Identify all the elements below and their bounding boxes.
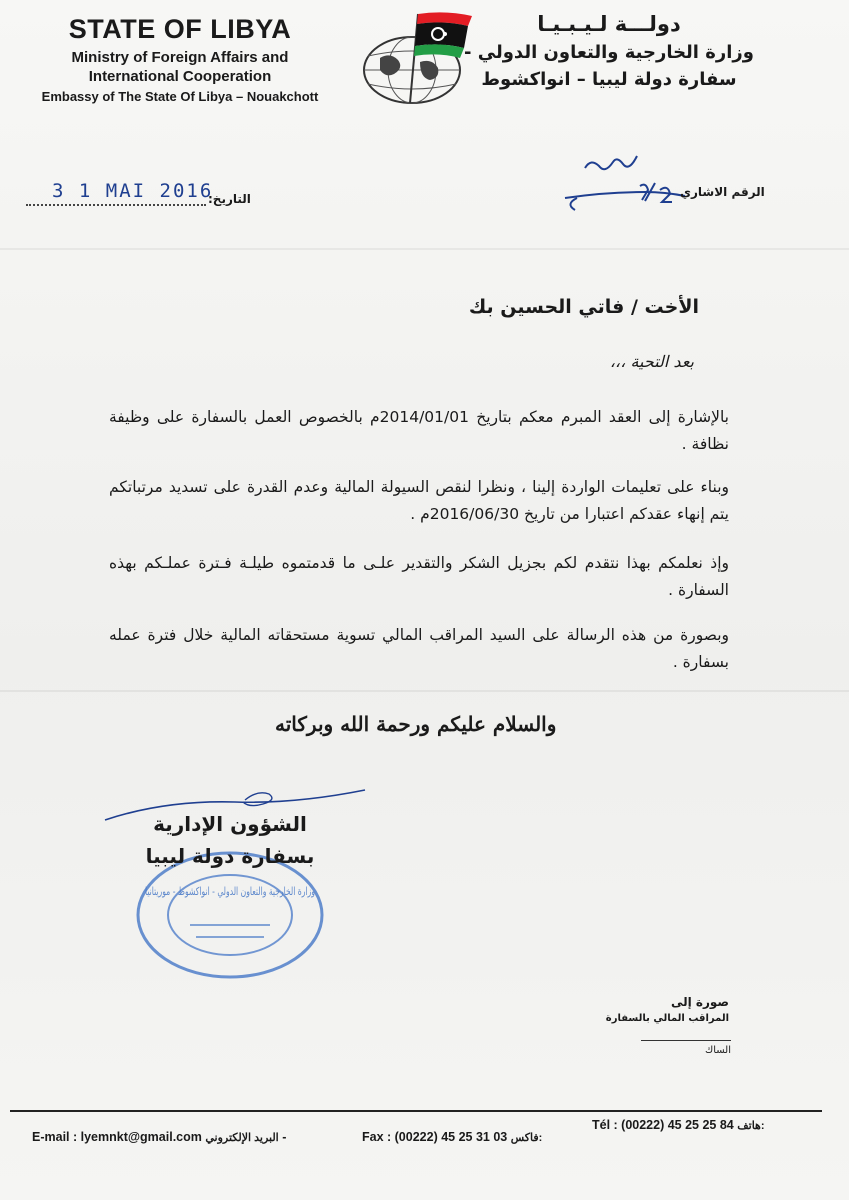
ministry-name-arabic: وزارة الخارجية والتعاون الدولي - <box>464 42 754 63</box>
state-title-arabic: دولـــة لـيـبـيـا <box>537 12 681 36</box>
header-english <box>20 14 340 104</box>
cc-title: صورة إلى <box>670 995 729 1009</box>
salutation: الأخت / فاتي الحسين بك <box>468 296 699 318</box>
paper-fold <box>0 248 849 250</box>
embassy-name-arabic: سفارة دولة ليبيا – انواكشوط <box>481 69 737 90</box>
date-dotted-line <box>26 204 206 206</box>
ministry-name-line1: Ministry of Foreign Affairs and <box>71 49 289 66</box>
footer-divider <box>10 1110 822 1112</box>
fax-label-arabic: فاكس: <box>510 1132 543 1144</box>
reference-number-handwriting <box>545 148 695 218</box>
tel-label-arabic: هاتف: <box>737 1120 765 1132</box>
greeting: بعد التحية ،،، <box>609 352 694 371</box>
fax-value: Fax : (00222) 45 25 31 03 <box>362 1130 508 1144</box>
paragraph-contract-reference: بالإشارة إلى العقد المبرم معكم بتاريخ 2014/01/01م بالخصوص العمل بالسفارة على وظيفة نظافة . <box>109 408 729 453</box>
separator: - <box>282 1130 287 1144</box>
cc-block <box>606 995 729 1024</box>
cc-recipient: المراقب المالي بالسفارة <box>605 1013 729 1024</box>
paragraph-thanks: وإذ نعلمكم بهذا نتقدم لكم بجزيل الشكر والتقدير علـى ما قدمتموه طيلـة فـترة عملـكم بهذه السفارة . <box>109 554 729 599</box>
footer-email <box>32 1130 286 1144</box>
closing-greeting: والسلام عليكم ورحمة الله وبركاته <box>275 712 557 736</box>
date-stamp: 3 1 MAI 2016 <box>52 180 214 202</box>
paragraph-termination: وبناء على تعليمات الواردة إلينا ، ونظرا لنقص السيولة المالية وعدم القدرة على تسديد مرتباتكم يتم إنهاء عقدكم اعتبارا من تاريخ 2016/06/30م . <box>109 478 729 523</box>
footer-tel <box>592 1118 765 1132</box>
ministry-name-line2: International Cooperation <box>88 68 272 85</box>
signature-embassy: بسفارة دولة ليبيا <box>145 844 315 868</box>
paper-fold <box>0 690 849 692</box>
signature-department: الشؤون الإدارية <box>153 812 307 836</box>
footer-fax <box>362 1130 542 1144</box>
tel-value: Tél : (00222) 45 25 25 84 <box>592 1118 734 1132</box>
cc-file-note: الساك <box>641 1040 731 1056</box>
header-arabic <box>459 12 759 90</box>
stamp-text: وزارة الخارجية والتعاون الدولي - انواكشوط - موريتانيا <box>145 885 315 898</box>
reference-number-label: الرقم الاشاري <box>680 185 765 199</box>
date-label: التاريخ: <box>208 192 251 206</box>
state-title: STATE OF LIBYA <box>68 14 292 44</box>
email-label-arabic: البريد الإلكتروني <box>205 1132 279 1144</box>
email-value: E-mail : lyemnkt@gmail.com <box>32 1130 202 1144</box>
paragraph-copy-to-controller: وبصورة من هذه الرسالة على السيد المراقب المالي تسوية مستحقاته المالية خلال فترة عمله بسفارة . <box>109 626 729 671</box>
embassy-name: Embassy of The State Of Libya – Nouakchott <box>41 89 319 104</box>
signature-block <box>120 812 340 868</box>
